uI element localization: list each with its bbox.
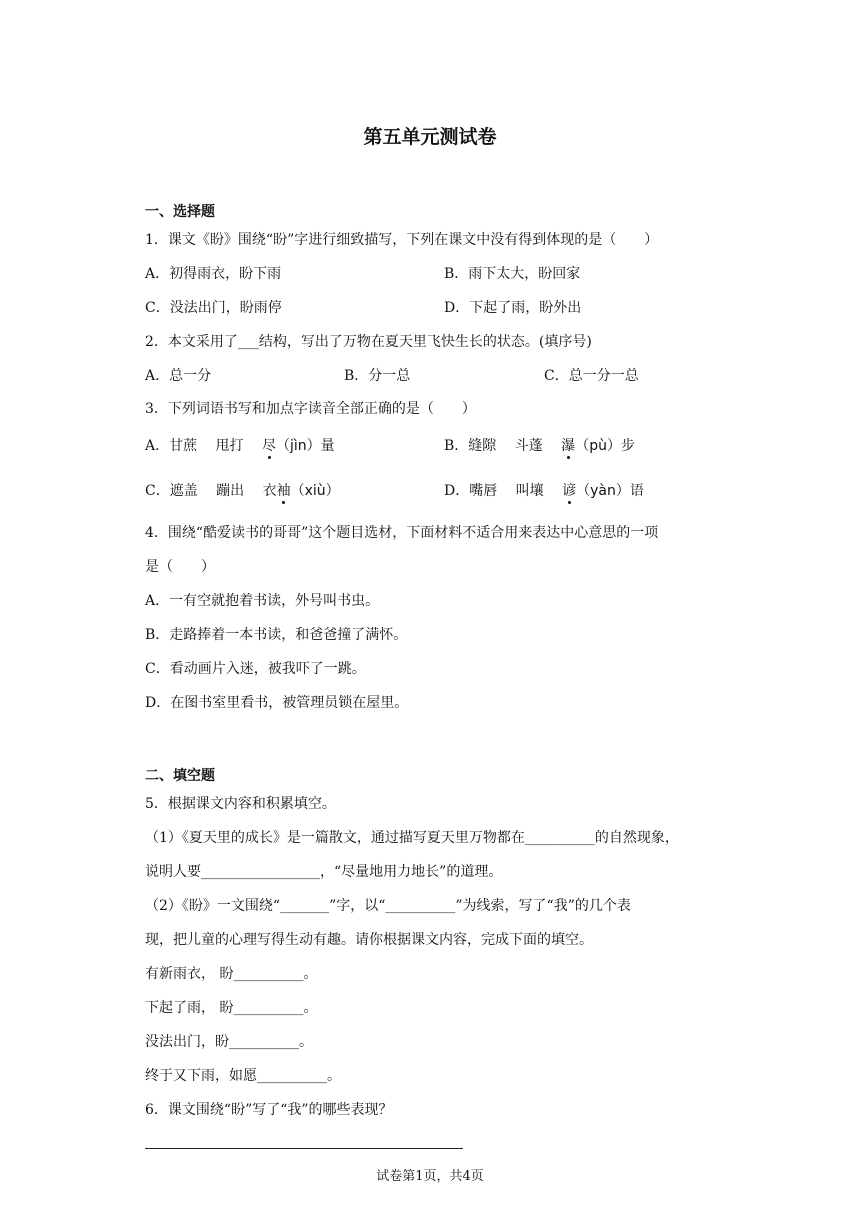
- question-3-option-d: [444, 482, 644, 500]
- option-d-words: D．嘴唇 叫壤: [444, 483, 563, 499]
- question-5-part-1-line-2: 说明人要_________________，“尽量地用力地长”的道理。: [145, 864, 503, 880]
- question-5-stem: 5．根据课文内容和积累填空。: [145, 796, 336, 812]
- question-5-fill-2: 下起了雨， 盼__________。: [145, 1000, 318, 1016]
- question-5-fill-4: 终于又下雨，如愿__________。: [145, 1068, 341, 1084]
- question-1-stem: 1．课文《盼》围绕“盼”字进行细致描写，下列在课文中没有得到体现的是（ ）: [145, 232, 659, 248]
- question-2-option-b: B．分一总: [344, 368, 411, 384]
- question-3-option-c: [145, 482, 340, 500]
- question-1-option-a: A．初得雨衣，盼下雨: [145, 266, 282, 282]
- question-5-fill-1: 有新雨衣， 盼__________。: [145, 966, 318, 982]
- question-1-option-c: C．没法出门，盼雨停: [145, 300, 282, 316]
- question-2-option-a: A．总一分: [145, 368, 212, 384]
- question-4-option-b: B．走路捧着一本书读，和爸爸撞了满怀。: [145, 627, 408, 643]
- question-5-part-1-line-1: （1）《夏天里的成长》是一篇散文，通过描写夏天里万物都在__________的自然现象，: [145, 830, 679, 846]
- option-d-pinyin: （yàn）: [576, 483, 630, 499]
- option-b-words: B．缝隙 斗蓬: [444, 438, 562, 454]
- question-3-option-a: [145, 437, 335, 455]
- question-3-stem: 3．下列词语书写和加点字读音全部正确的是（ ）: [145, 401, 476, 417]
- option-a-tail: 量: [320, 438, 335, 454]
- question-3-option-b: [444, 437, 635, 455]
- question-5-part-2-line-1: （2）《盼》一文围绕“_______”字，以“__________”为线索，写了“我”的几个表: [145, 898, 631, 914]
- page-title: 第五单元测试卷: [363, 126, 497, 148]
- question-1-option-b: B．雨下太大，盼回家: [444, 266, 581, 282]
- option-b-pinyin: （pù）: [575, 438, 621, 454]
- question-6-stem: 6．课文围绕“盼”写了“我”的哪些表现？: [145, 1102, 393, 1118]
- answer-line: [145, 1148, 463, 1149]
- page-footer: 试卷第1页，共4页: [376, 1169, 484, 1184]
- option-c-words: C．遮盖 蹦出 衣: [145, 483, 277, 499]
- option-b-tail: 步: [620, 438, 635, 454]
- question-5-part-2-line-2: 现，把儿童的心理写得生动有趣。请你根据课文内容，完成下面的填空。: [145, 932, 593, 948]
- question-4-stem-line-2: 是（ ）: [145, 559, 215, 575]
- option-c-pinyin: （xiù）: [290, 483, 340, 499]
- question-1-option-d: D．下起了雨，盼外出: [444, 300, 582, 316]
- question-5-fill-3: 没法出门，盼__________。: [145, 1034, 313, 1050]
- question-4-option-d: D．在图书室里看书，被管理员锁在屋里。: [145, 695, 409, 711]
- option-a-words: A．甘蔗 甩打: [145, 438, 263, 454]
- option-d-dotted-char: 谚: [562, 483, 577, 499]
- question-2-stem: 2．本文采用了___结构，写出了万物在夏天里飞快生长的状态。(填序号): [145, 334, 592, 350]
- question-4-option-c: C．看动画片入迷，被我吓了一跳。: [145, 661, 366, 677]
- option-b-dotted-char: 瀑: [561, 438, 576, 454]
- option-a-pinyin: （jìn）: [276, 438, 321, 454]
- option-c-dotted-char: 袖: [276, 483, 291, 499]
- section-heading-choice: 一、选择题: [145, 204, 215, 220]
- question-4-option-a: A．一有空就抱着书读，外号叫书虫。: [145, 593, 380, 609]
- option-d-tail: 语: [629, 483, 644, 499]
- question-2-option-c: C．总一分一总: [544, 368, 639, 384]
- question-4-stem-line-1: 4．围绕“酷爱读书的哥哥”这个题目选材，下面材料不适合用来表达中心意思的一项: [145, 525, 659, 541]
- section-heading-fill: 二、填空题: [145, 768, 215, 784]
- option-a-dotted-char: 尽: [262, 438, 277, 454]
